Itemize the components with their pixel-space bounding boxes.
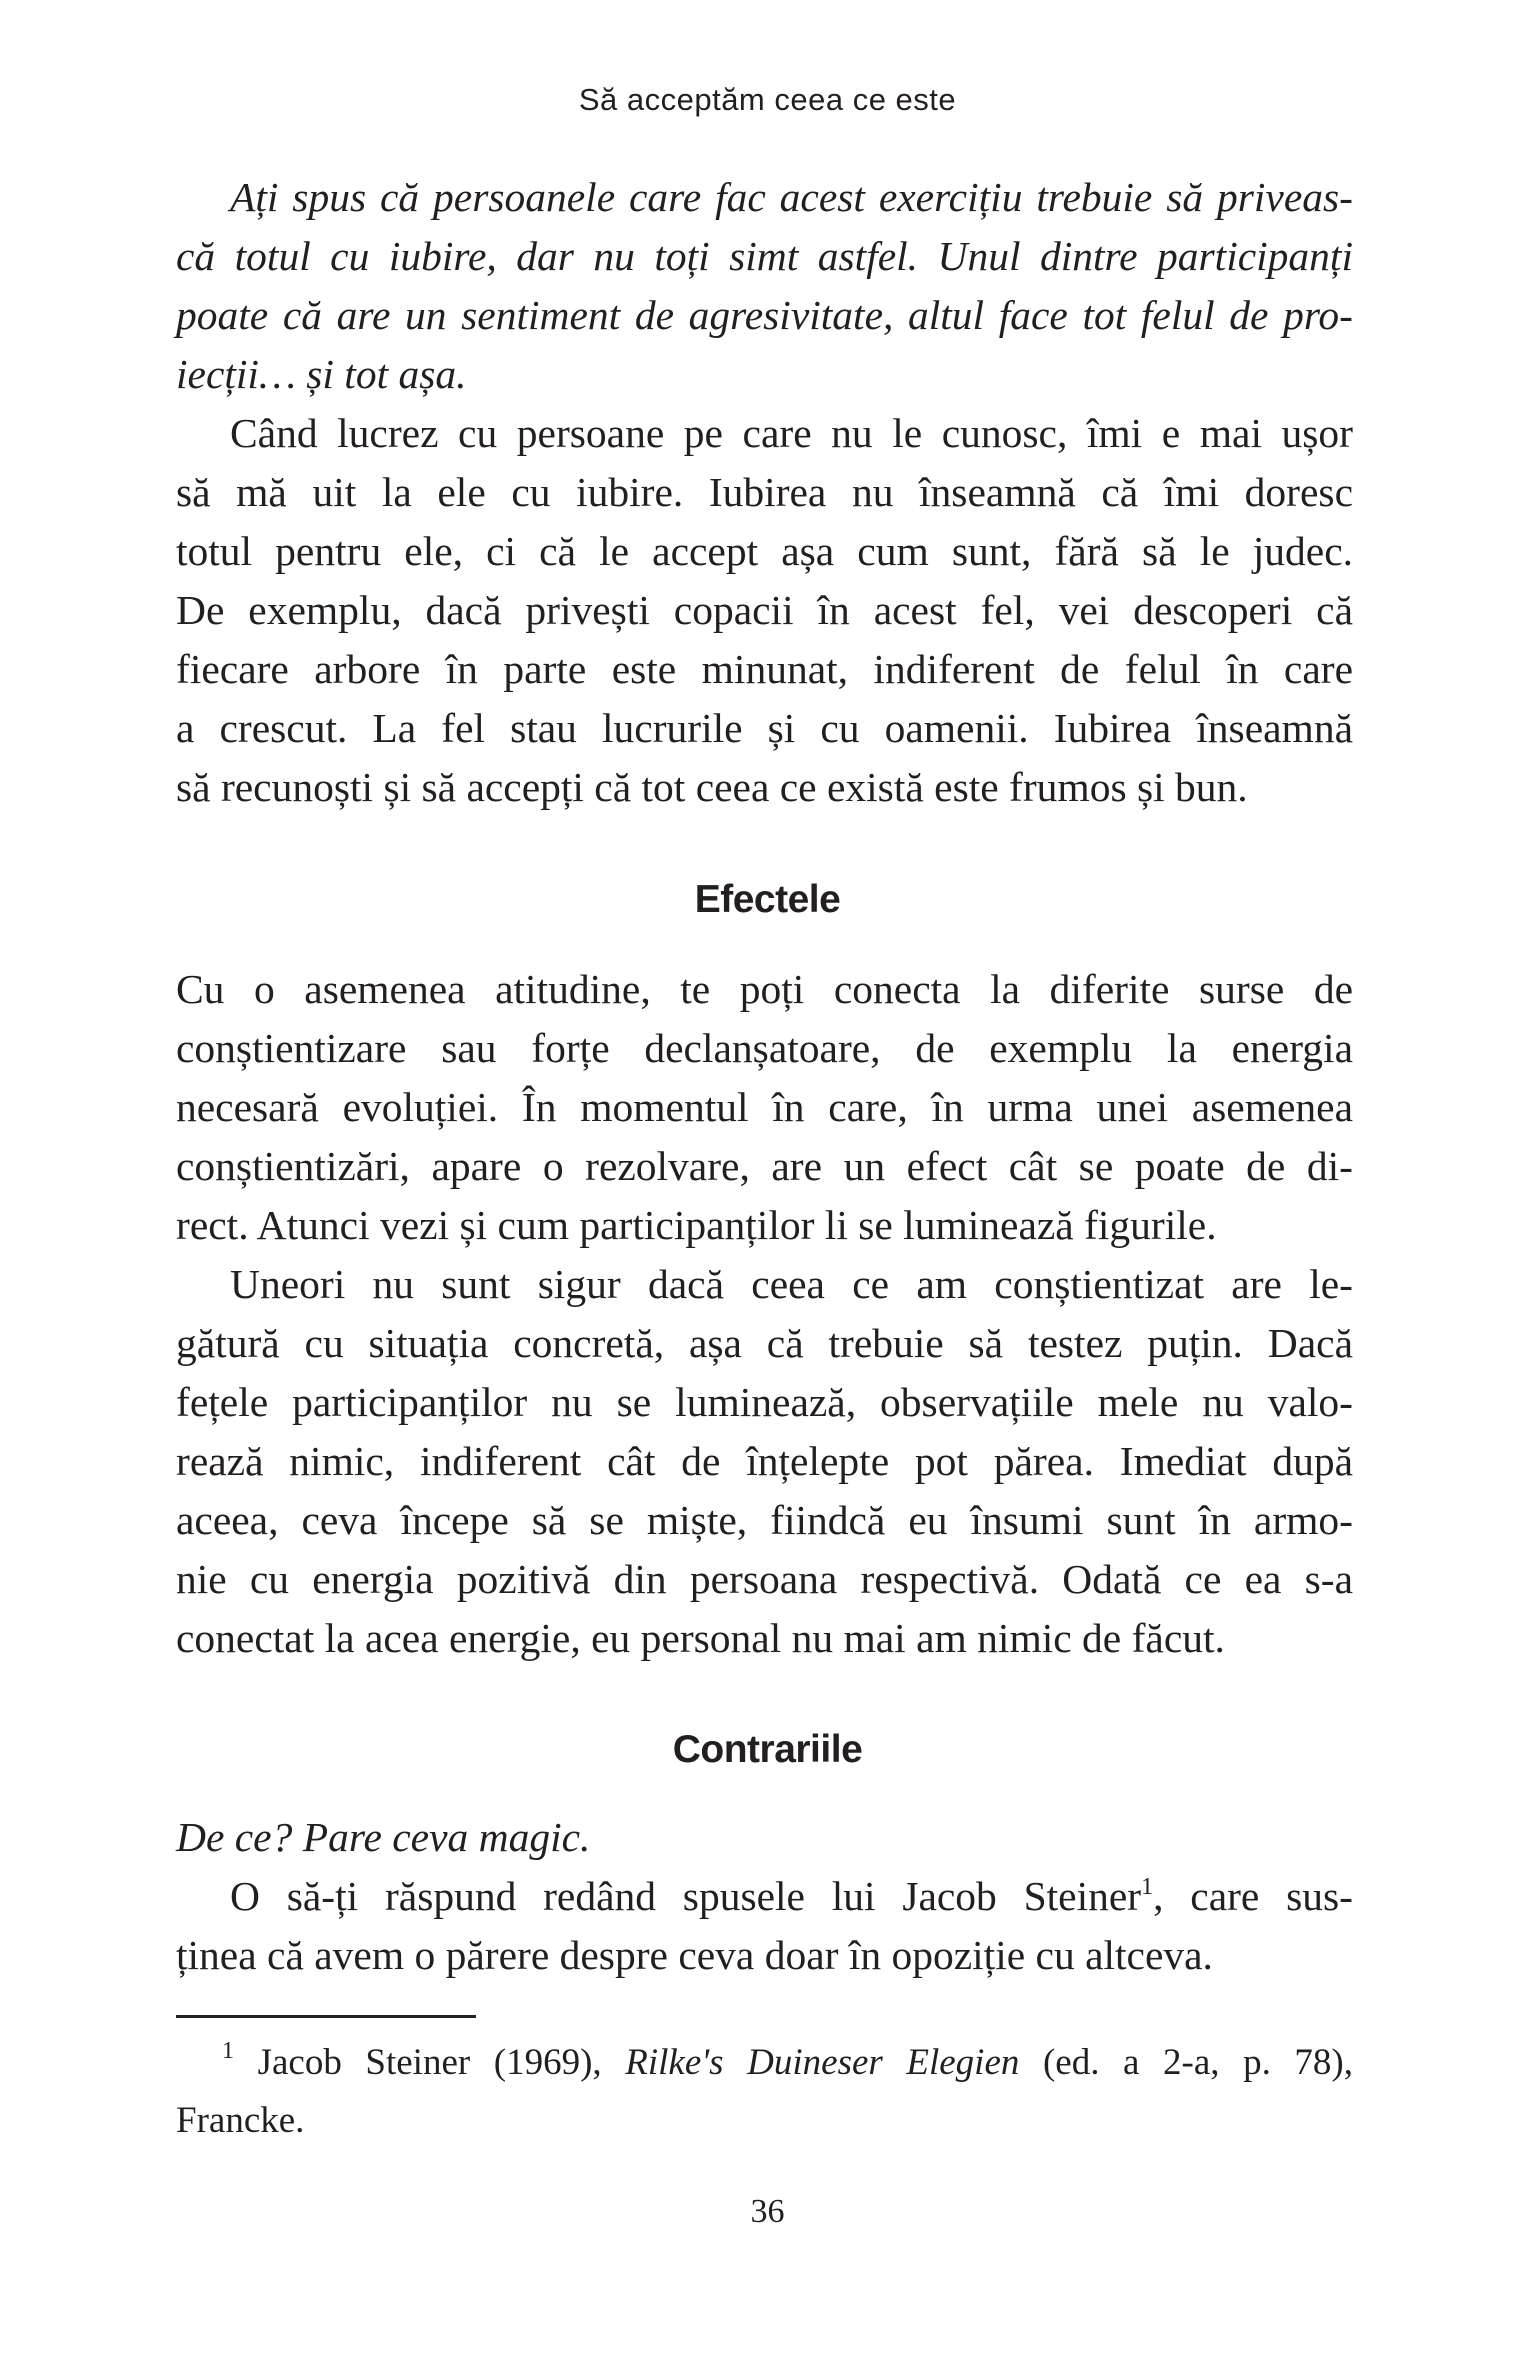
question-1 — [176, 168, 1353, 404]
text-line: că totul cu iubire, dar nu toți simt astfel. Unul dintre participanți — [176, 233, 1353, 279]
text-line: să recunoști și să accepți că tot ceea ce există este frumos și bun. — [176, 764, 1248, 810]
text-line: să mă uit la ele cu iubire. Iubirea nu înseamnă că îmi doresc — [176, 469, 1353, 515]
answer-text: O să-ți răspund redând spusele lui Jacob Steiner — [230, 1873, 1142, 1919]
text-line: conectat la acea energie, eu personal nu mai am nimic de făcut. — [176, 1615, 1225, 1661]
answer-1 — [176, 404, 1353, 817]
running-head: Să acceptăm ceea ce este — [578, 82, 957, 117]
text-line: gătură cu situația concretă, așa că trebuie să testez puțin. Dacă — [176, 1320, 1353, 1366]
text-line: ținea că avem o părere despre ceva doar în opoziție cu altceva. — [176, 1932, 1213, 1978]
text-line: rect. Atunci vezi și cum participanților li se luminează figurile. — [176, 1202, 1217, 1248]
text-line: poate că are un sentiment de agresivitate, altul face tot felul de pro- — [176, 292, 1353, 338]
footnote-reference[interactable]: 1 — [1141, 1874, 1154, 1900]
answer-text: , care sus- — [1153, 1873, 1353, 1919]
text-line: rează nimic, indiferent cât de înțelepte pot părea. Imediat după — [176, 1438, 1353, 1484]
footnote-title: Rilke's Duineser Elegien — [625, 2042, 1020, 2083]
question-line: De ce? Pare ceva magic. — [176, 1814, 591, 1860]
text-line: iecții… și tot așa. — [176, 351, 467, 397]
section-heading-efectele: Efectele — [694, 878, 841, 921]
text-line: a crescut. La fel stau lucrurile și cu oamenii. Iubirea înseamnă — [176, 705, 1353, 751]
text-line: conștientizare sau forțe declanșatoare, de exemplu la energia — [176, 1025, 1353, 1071]
text-line: conștientizări, apare o rezolvare, are un efect cât se poate de di- — [176, 1143, 1353, 1189]
text-line: fiecare arbore în parte este minunat, indiferent de felul în care — [176, 646, 1353, 692]
footnote-details: (ed. a 2-a, p. 78), — [1019, 2042, 1353, 2083]
footnote-divider — [176, 2015, 476, 2018]
text-line: nie cu energia pozitivă din persoana respectivă. Odată ce ea s-a — [176, 1556, 1353, 1602]
text-line: Când lucrez cu persoane pe care nu le cunosc, îmi e mai ușor — [230, 410, 1353, 456]
footnote-author: Jacob Steiner (1969), — [257, 2042, 626, 2083]
text-line: necesară evoluției. În momentul în care, în urma unei asemenea — [176, 1084, 1353, 1130]
page-number: 36 — [750, 2193, 785, 2230]
footnote-number: 1 — [222, 2038, 234, 2064]
section-1-paragraph-2 — [176, 1255, 1353, 1668]
footnote — [176, 2034, 1353, 2150]
text-line: Cu o asemenea atitudine, te poți conecta la diferite surse de — [176, 966, 1353, 1012]
section-2-text — [176, 1808, 1353, 1985]
text-line: fețele participanților nu se luminează, observațiile mele nu valo- — [176, 1379, 1353, 1425]
section-heading-contrariile: Contrariile — [672, 1728, 863, 1771]
text-line: De exemplu, dacă privești copacii în acest fel, vei descoperi că — [176, 587, 1353, 633]
text-line: Uneori nu sunt sigur dacă ceea ce am conștientizat are le- — [230, 1261, 1353, 1307]
section-1-paragraph-1 — [176, 960, 1353, 1255]
text-line: aceea, ceva începe să se miște, fiindcă eu însumi sunt în armo- — [176, 1497, 1353, 1543]
text-line: Ați spus că persoanele care fac acest exercițiu trebuie să priveas- — [230, 174, 1353, 220]
footnote-line — [176, 2034, 1353, 2092]
text-line — [176, 1867, 1353, 1926]
footnote-publisher: Francke. — [176, 2100, 305, 2141]
text-line: totul pentru ele, ci că le accept așa cum sunt, fără să le judec. — [176, 528, 1353, 574]
